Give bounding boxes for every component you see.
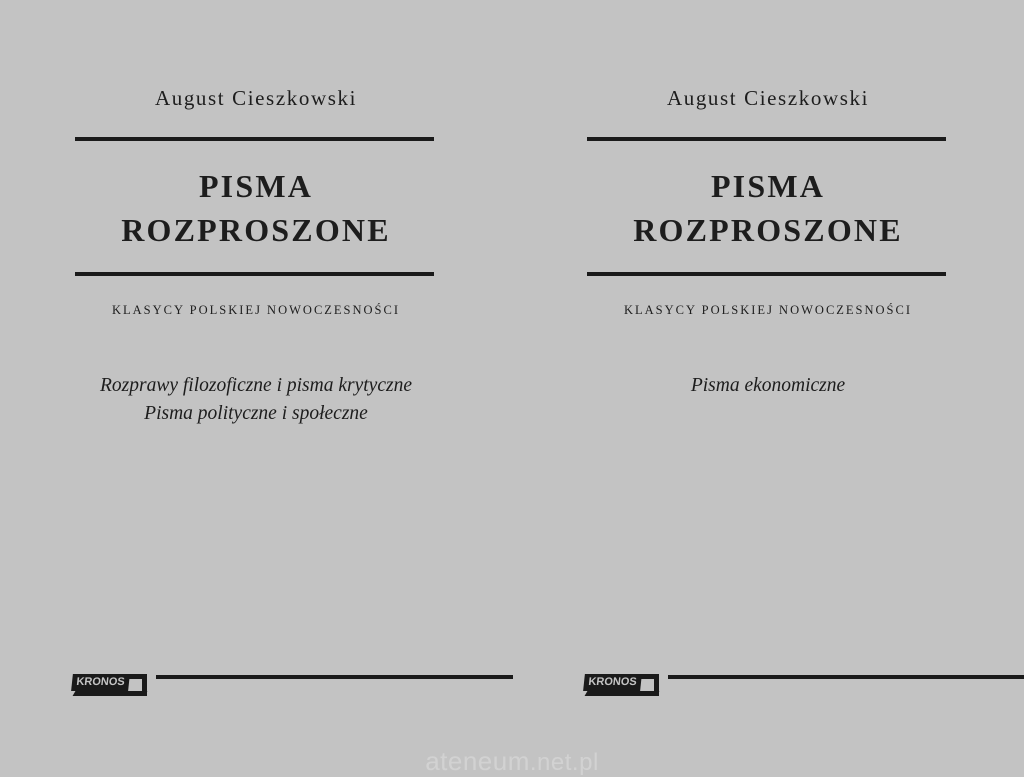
publisher-logo <box>584 674 662 702</box>
bottom-rule <box>587 272 946 276</box>
title-line-1: PISMA <box>198 168 314 204</box>
publisher-logo <box>72 674 150 702</box>
watermark-domain: .net.pl <box>529 749 599 776</box>
logo-shape <box>142 674 147 696</box>
bottom-rule <box>75 272 434 276</box>
footer-rule <box>156 675 513 679</box>
series-name: KLASYCY POLSKIEJ NOWOCZESNOŚCI <box>111 303 401 317</box>
logo-shape <box>654 674 659 696</box>
series-name: KLASYCY POLSKIEJ NOWOCZESNOŚCI <box>623 303 913 317</box>
footer-rule <box>668 675 1024 679</box>
subtitle-line-1: Rozprawy filozoficzne i pisma krytyczne <box>100 375 412 396</box>
publisher-logo-text: KRONOS <box>71 674 130 691</box>
subtitle-line-1: Pisma ekonomiczne <box>690 375 846 396</box>
watermark-main: ateneum <box>425 746 530 776</box>
top-rule <box>587 137 946 141</box>
book-cover-volume-2 <box>512 0 1024 776</box>
logo-shape <box>73 691 148 696</box>
title-line-2: ROZPROSZONE <box>121 212 391 248</box>
title-line-1: PISMA <box>710 168 826 204</box>
logo-shape <box>585 691 660 696</box>
title-line-2: ROZPROSZONE <box>633 212 903 248</box>
subtitle-line-2: Pisma polityczne i społeczne <box>144 403 368 424</box>
author-name: August Cieszkowski <box>666 86 870 110</box>
top-rule <box>75 137 434 141</box>
watermark <box>0 746 1024 777</box>
publisher-logo-text: KRONOS <box>583 674 642 691</box>
book-cover-volume-1 <box>0 0 512 776</box>
author-name: August Cieszkowski <box>154 86 358 110</box>
